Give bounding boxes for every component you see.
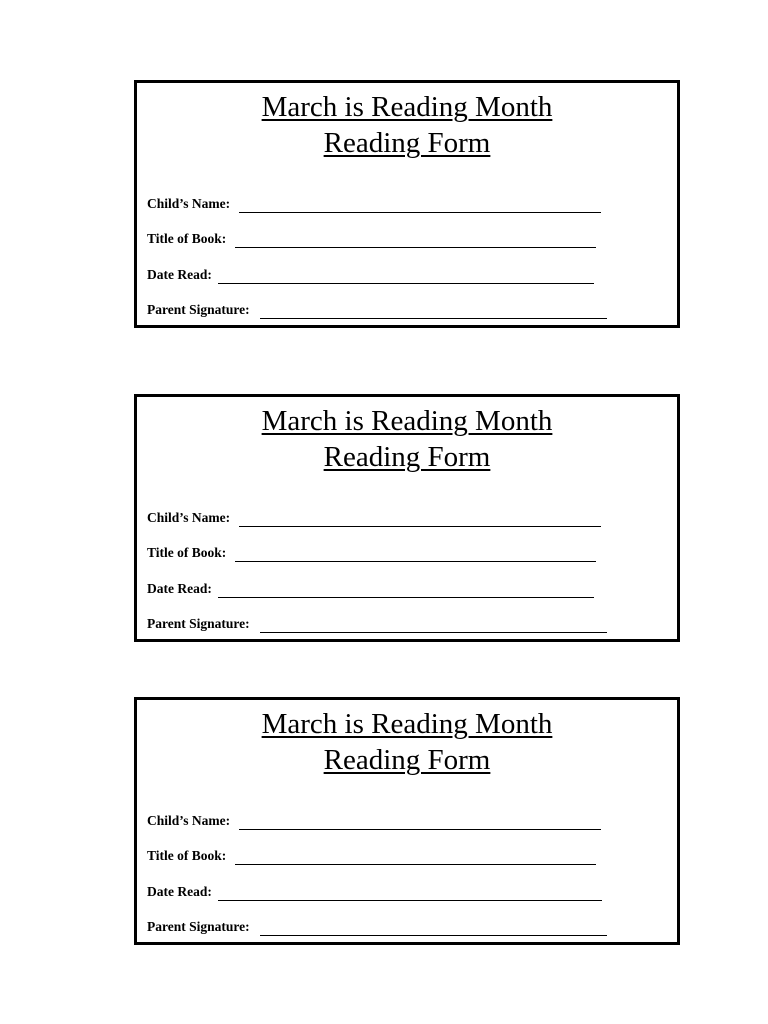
date-read-label: Date Read: <box>147 884 212 899</box>
book-title-blank-line[interactable] <box>235 561 596 562</box>
form-title: March is Reading Month <box>261 91 553 123</box>
date-read-blank-line[interactable] <box>218 597 594 598</box>
date-read-label: Date Read: <box>147 267 212 282</box>
form-subtitle: Reading Form <box>323 441 491 473</box>
childs-name-blank-line[interactable] <box>239 526 601 527</box>
reading-form-card <box>134 697 680 945</box>
date-read-blank-line[interactable] <box>218 900 602 901</box>
form-title: March is Reading Month <box>261 708 553 740</box>
form-title: March is Reading Month <box>261 405 553 437</box>
date-read-label: Date Read: <box>147 581 212 596</box>
childs-name-blank-line[interactable] <box>239 829 601 830</box>
reading-form-card <box>134 80 680 328</box>
childs-name-label: Child’s Name: <box>147 510 231 525</box>
form-subtitle: Reading Form <box>323 127 491 159</box>
childs-name-label: Child’s Name: <box>147 813 231 828</box>
book-title-blank-line[interactable] <box>235 247 596 248</box>
parent-signature-label: Parent Signature: <box>147 919 250 934</box>
reading-form-card <box>134 394 680 642</box>
parent-signature-label: Parent Signature: <box>147 302 250 317</box>
parent-signature-label: Parent Signature: <box>147 616 250 631</box>
parent-signature-blank-line[interactable] <box>260 632 607 633</box>
parent-signature-blank-line[interactable] <box>260 935 607 936</box>
book-title-blank-line[interactable] <box>235 864 596 865</box>
book-title-label: Title of Book: <box>147 231 227 246</box>
form-subtitle: Reading Form <box>323 744 491 776</box>
childs-name-blank-line[interactable] <box>239 212 601 213</box>
book-title-label: Title of Book: <box>147 545 227 560</box>
book-title-label: Title of Book: <box>147 848 227 863</box>
date-read-blank-line[interactable] <box>218 283 594 284</box>
parent-signature-blank-line[interactable] <box>260 318 607 319</box>
childs-name-label: Child’s Name: <box>147 196 231 211</box>
